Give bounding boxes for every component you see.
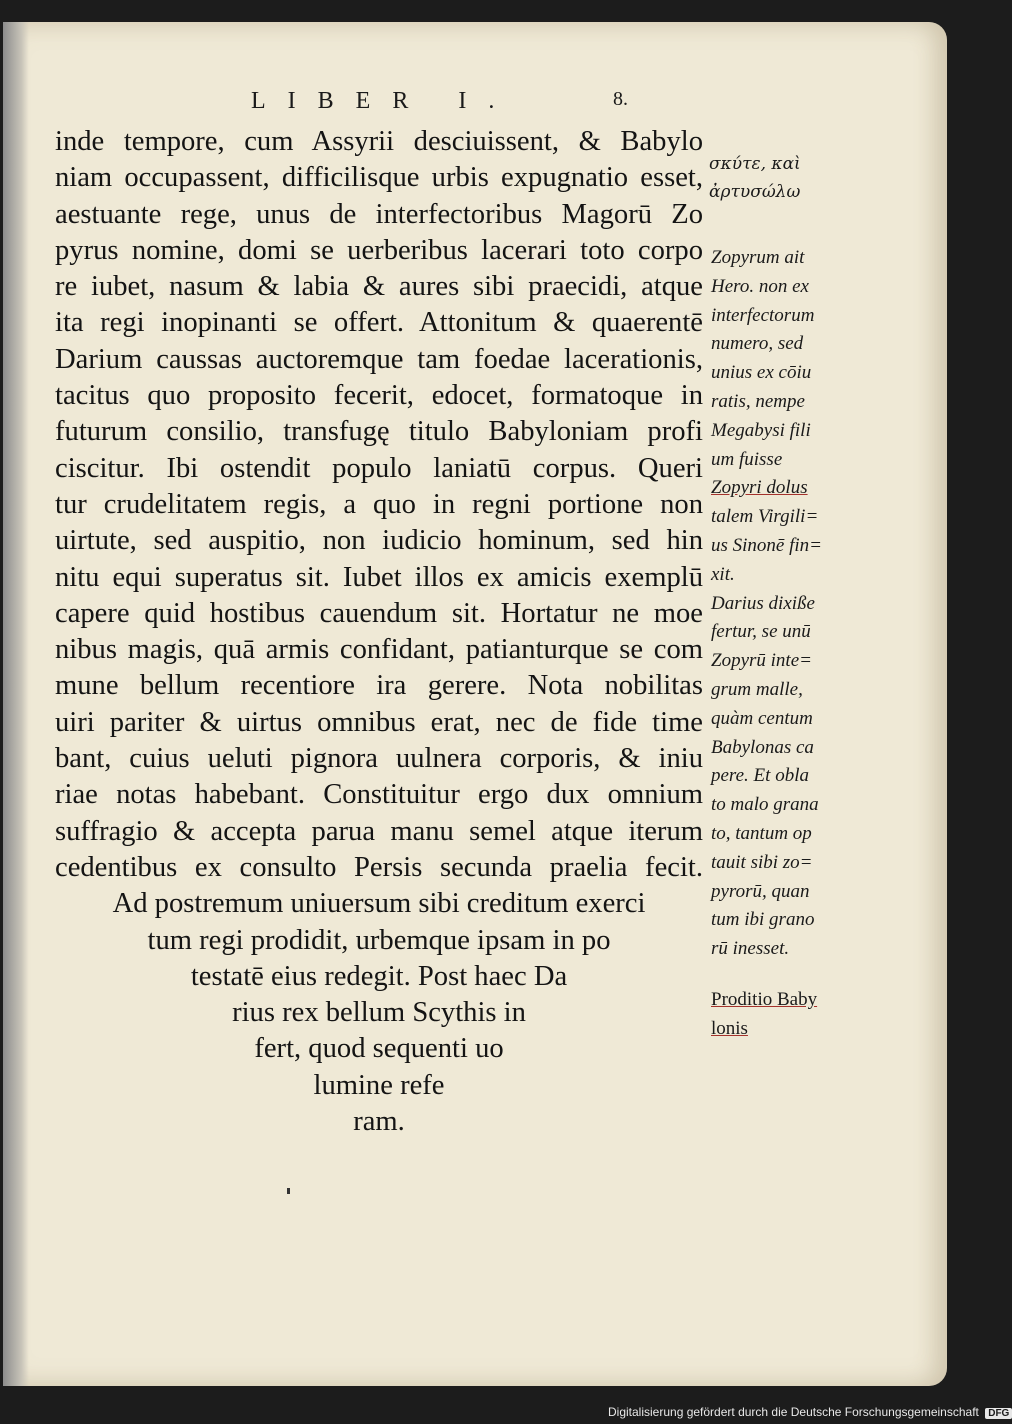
text-line: ita regi inopinanti se offert. Attonitum & quaerentē	[55, 307, 703, 339]
text-line: re iubet, nasum & labia & aures sibi praecidi, atque	[55, 271, 703, 303]
note-line: to, tantum op	[711, 822, 812, 844]
text-line: suffragio & accepta parua manu semel atque iterum	[55, 815, 703, 847]
page-spine-shadow	[3, 22, 29, 1386]
text-line: cedentibus ex consulto Persis secunda praelia fecit.	[55, 851, 703, 883]
text-line: aestuante rege, unus de interfectoribus Magorū Zo	[55, 198, 703, 230]
note-line: fertur, se unū	[711, 621, 811, 643]
note-line: um fuisse	[711, 448, 783, 470]
marginal-note-proditio	[711, 986, 861, 1044]
text-line: niam occupassent, difficilisque urbis expugnatio esset,	[55, 162, 703, 194]
text-line: Darium caussas auctoremque tam foedae lacerationis,	[55, 343, 703, 375]
marginal-note-zopyrus-origin	[711, 244, 861, 474]
closing-line: fert, quod sequenti uo	[254, 1033, 504, 1065]
note-line: Darius dixiße	[711, 592, 815, 614]
closing-line: lumine refe	[313, 1069, 445, 1101]
note-line: to malo grana	[711, 794, 819, 816]
closing-line: ram.	[353, 1106, 405, 1138]
note-line: tum ibi grano	[711, 909, 815, 931]
running-title: LIBER I.	[251, 88, 517, 114]
text-line: capere quid hostibus cauendum sit. Hortatur ne moe	[55, 597, 703, 629]
note-spacer	[711, 964, 861, 986]
text-line: inde tempore, cum Assyrii desciuissent, & Babylo	[55, 126, 703, 157]
text-line: mune bellum recentiore ira gerere. Nota nobilitas	[55, 670, 703, 702]
note-line: rū inesset.	[711, 938, 790, 960]
note-line: ratis, nempe	[711, 390, 805, 412]
note-line: Zopyrū inte=	[711, 650, 812, 672]
closing-line: rius rex bellum Scythis in	[232, 997, 526, 1029]
note-line: talem Virgili=	[711, 506, 819, 528]
marginal-notes	[711, 244, 861, 1044]
greek-line: ἀρτυσώλω	[709, 182, 801, 202]
book-page	[3, 22, 947, 1386]
footer-text: Digitalisierung gefördert durch die Deutsche Forschungsgemeinschaft	[608, 1405, 979, 1419]
note-line: numero, sed	[711, 333, 804, 355]
closing-line: testatē eius redegit. Post haec Da	[190, 960, 568, 992]
text-line: nitu equi superatus sit. Iubet illos ex amicis exemplū	[55, 561, 703, 593]
note-line: Zopyri dolus	[711, 477, 808, 499]
text-line: nibus magis, quā armis confidant, patianturque se com	[55, 634, 703, 666]
note-line: Proditio Baby	[711, 988, 818, 1010]
closing-line: Ad postremum uniuersum sibi creditum exerci	[112, 888, 646, 920]
folio-number: 8.	[613, 88, 628, 110]
text-line: bant, cuius ueluti pignora uulnera corporis, & iniu	[55, 743, 703, 775]
note-line: Babylonas ca	[711, 736, 814, 758]
dfg-logo-badge: DFG	[985, 1408, 1012, 1419]
note-line: lonis	[711, 1017, 748, 1039]
text-line: pyrus nomine, domi se uerberibus lacerari toto corpo	[55, 234, 703, 266]
greek-line: σκύτε, καὶ	[709, 154, 801, 174]
marginal-note-darius-saying	[711, 590, 861, 964]
note-line: interfectorum	[711, 304, 815, 326]
note-line: Zopyrum ait	[711, 247, 805, 268]
note-line: tauit sibi zo=	[711, 851, 813, 873]
note-line: quàm centum	[711, 707, 813, 729]
note-line: Hero. non ex	[711, 275, 809, 297]
text-line: riae notas habebant. Constituitur ergo dux omnium	[55, 779, 703, 811]
text-line: uirtute, sed auspitio, non iudicio hominum, sed hin	[55, 525, 703, 557]
note-line: grum malle,	[711, 678, 803, 700]
note-line: unius ex cōiu	[711, 362, 812, 384]
note-line: xit.	[711, 563, 735, 585]
note-line: us Sinonē fin=	[711, 534, 822, 556]
text-line: uiri pariter & uirtus omnibus erat, nec de fide time	[55, 706, 703, 738]
greek-marginal-note	[709, 150, 801, 206]
ink-speck	[287, 1188, 290, 1194]
marginal-note-zopyrus-ruse	[711, 474, 861, 589]
text-line: tacitus quo proposito fecerit, edocet, formatoque in	[55, 380, 703, 412]
text-line: tur crudelitatem regis, a quo in regni portione non	[55, 488, 703, 520]
running-header	[3, 88, 947, 122]
closing-line: tum regi prodidit, urbemque ipsam in po	[147, 924, 611, 956]
text-line: futurum consilio, transfugę titulo Babyloniam profi	[55, 416, 703, 448]
note-line: pere. Et obla	[711, 765, 809, 787]
text-line: ciscitur. Ibi ostendit populo laniatū corpus. Queri	[55, 452, 703, 484]
digitization-footer	[608, 1405, 1012, 1419]
note-line: Megabysi fili	[711, 419, 811, 441]
main-text-block	[55, 124, 703, 1140]
note-line: pyrorū, quan	[711, 880, 810, 902]
